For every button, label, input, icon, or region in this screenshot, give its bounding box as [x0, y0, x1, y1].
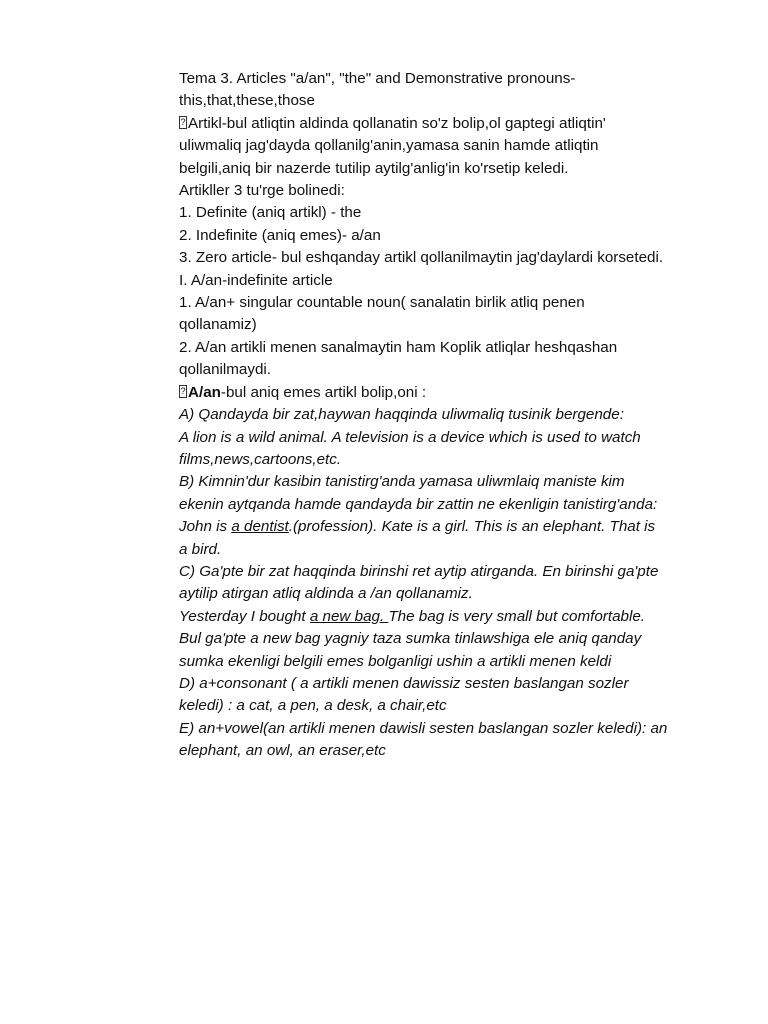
- list-item: 2. Indefinite (aniq emes)- a/an: [179, 226, 381, 244]
- example-line: C) Ga'pte bir zat haqqinda birinshi ret aytip atirganda. En birinshi ga'pte: [179, 562, 659, 580]
- list-item: 1. A/an+ singular countable noun( sanalatin birlik atliq penen: [179, 294, 585, 312]
- example-line: sumka ekenligi belgili emes bolganligi ushin a artikli menen keldi: [179, 652, 612, 670]
- list-item: 1. Definite (aniq artikl) - the: [179, 204, 362, 222]
- example-line: aytilip atirgan atliq aldinda a /an qollanamiz.: [179, 585, 473, 603]
- missing-glyph-icon: [179, 385, 187, 398]
- line-text: Artikl-bul atliqtin aldinda qollanatin so'z bolip,ol gaptegi atliqtin': [188, 114, 606, 132]
- paragraph-line: [179, 113, 724, 135]
- example-line: films,news,cartoons,etc.: [179, 450, 342, 468]
- example-line: a bird.: [179, 540, 222, 558]
- title-line: Tema 3. Articles "a/an", "the" and Demonstrative pronouns-: [179, 70, 576, 87]
- list-item: qollanamiz): [179, 316, 257, 334]
- underlined-phrase: a dentist: [231, 518, 289, 536]
- line-text: John is: [179, 518, 232, 536]
- line-text: The bag is very small but comfortable.: [388, 607, 646, 625]
- list-item: 2. A/an artikli menen sanalmaytin ham Koplik atliqlar heshqashan: [179, 338, 618, 356]
- example-line: Bul ga'pte a new bag yagniy taza sumka tinlawshiga ele aniq qanday: [179, 630, 642, 648]
- underlined-phrase: a new bag.: [309, 607, 389, 625]
- section-heading: I. A/an-indefinite article: [179, 271, 333, 289]
- line-text: .(profession). Kate is a girl. This is an elephant. That is: [288, 518, 656, 536]
- list-item: qollanilmaydi.: [179, 361, 272, 379]
- line-text: -bul aniq emes artikl bolip,oni :: [220, 383, 427, 401]
- missing-glyph-icon: [179, 116, 187, 129]
- example-line: [179, 516, 724, 538]
- example-line: D) a+consonant ( a artikli menen dawissiz sesten baslangan sozler: [179, 674, 629, 692]
- bold-term: A/an: [188, 383, 221, 401]
- paragraph-line: Artikller 3 tu'rge bolinedi:: [179, 182, 345, 200]
- example-line: ekenin aytqanda hamde qandayda bir zattin ne ekenligin tanistirg'anda:: [179, 495, 658, 513]
- title-line: this,that,these,those: [179, 92, 315, 110]
- example-line: A) Qandayda bir zat,haywan haqqinda uliwmaliq tusinik bergende:: [179, 406, 624, 424]
- line-text: Yesterday I bought: [179, 607, 310, 625]
- example-line: E) an+vowel(an artikli menen dawisli sesten baslangan sozler keledi): an: [179, 719, 668, 737]
- document-body: [179, 68, 724, 763]
- example-line: [179, 606, 724, 628]
- paragraph-line: belgili,aniq bir nazerde tutilip aytilg'anlig'in ko'rsetip keledi.: [179, 159, 569, 177]
- example-line: A lion is a wild animal. A television is a device which is used to watch: [179, 428, 641, 446]
- example-line: elephant, an owl, an eraser,etc: [179, 742, 386, 760]
- example-line: keledi) : a cat, a pen, a desk, a chair,etc: [179, 697, 447, 715]
- example-line: B) Kimnin'dur kasibin tanistirg'anda yamasa uliwmlaiq maniste kim: [179, 473, 625, 491]
- paragraph-line: [179, 382, 724, 404]
- paragraph-line: uliwmaliq jag'dayda qollanilg'anin,yamasa sanin hamde atliqtin: [179, 137, 599, 155]
- list-item: 3. Zero article- bul eshqanday artikl qollanilmaytin jag'daylardi korsetedi.: [179, 249, 664, 267]
